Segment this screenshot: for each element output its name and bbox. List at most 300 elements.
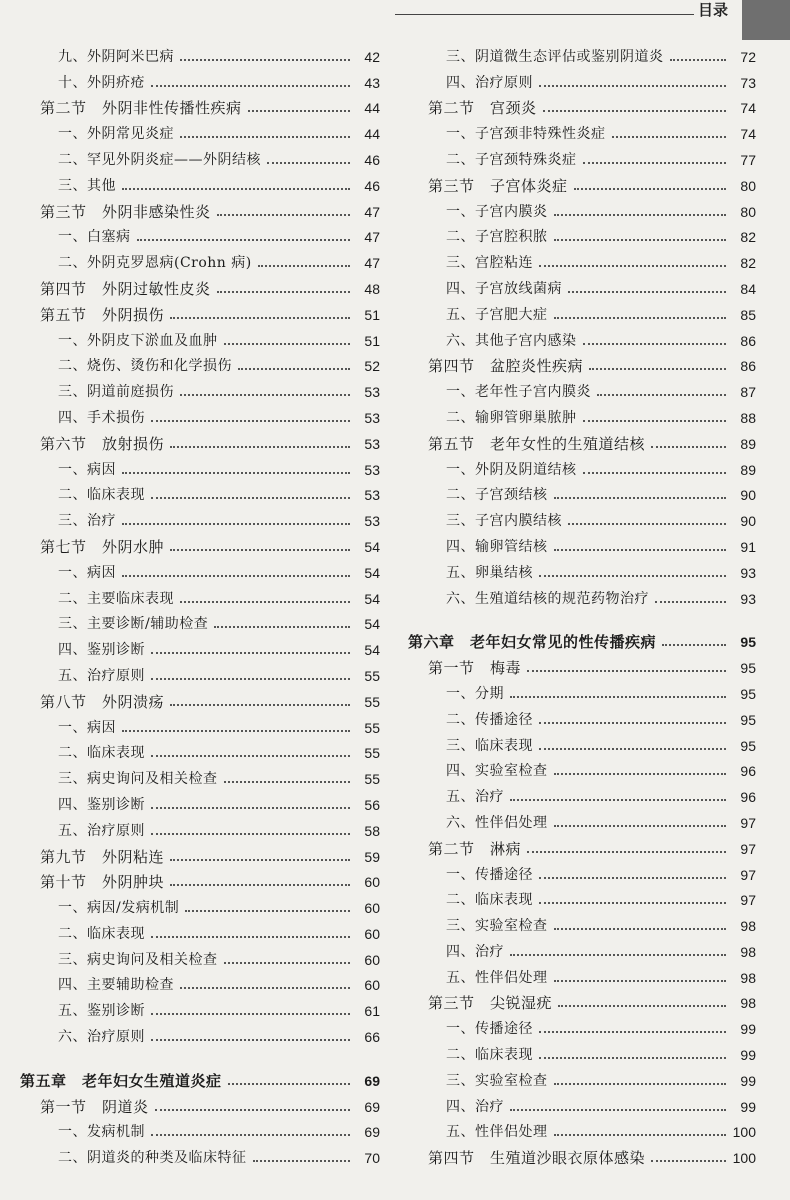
- toc-page-number: 54: [364, 590, 380, 607]
- toc-page-number: 69: [364, 1072, 380, 1089]
- dot-leader: [228, 1065, 350, 1085]
- toc-left-column: [20, 40, 380, 1167]
- toc-item-row: [408, 1012, 756, 1038]
- toc-page-number: 56: [364, 796, 380, 813]
- toc-entry-label: 一、外阴常见炎症: [58, 126, 174, 143]
- toc-item-row: [20, 633, 380, 659]
- toc-page-number: 86: [740, 358, 756, 375]
- toc-entry-label: 一、子宫颈非特殊性炎症: [446, 126, 606, 143]
- toc-item-row: [408, 66, 756, 92]
- toc-item-row: [408, 961, 756, 987]
- toc-section-row: [20, 427, 380, 453]
- dot-leader: [224, 763, 351, 783]
- dot-leader: [539, 247, 726, 267]
- dot-leader: [151, 789, 350, 809]
- toc-item-row: [408, 858, 756, 884]
- dot-leader: [151, 479, 350, 499]
- dot-leader: [510, 936, 726, 956]
- toc-page-number: 77: [740, 151, 756, 168]
- toc-item-row: [408, 935, 756, 961]
- toc-page-number: 100: [732, 1150, 756, 1167]
- toc-entry-label: 第三节 子宫体炎症: [428, 176, 568, 195]
- dot-leader: [539, 730, 726, 750]
- toc-entry-label: 三、病史询问及相关检查: [58, 771, 218, 788]
- toc-entry-label: 第九节 外阴粘连: [40, 847, 165, 866]
- toc-page-number: 98: [740, 918, 756, 935]
- toc-page-number: 95: [740, 737, 756, 754]
- toc-item-row: [20, 711, 380, 737]
- toc-page-number: 60: [364, 874, 380, 891]
- toc-entry-label: 第二节 淋病: [428, 839, 522, 858]
- toc-item-row: [20, 479, 380, 505]
- toc-item-row: [20, 994, 380, 1020]
- toc-entry-label: 三、临床表现: [446, 737, 533, 754]
- toc-section-row: [408, 427, 756, 453]
- toc-entry-label: 第四节 盆腔炎性疾病: [428, 357, 584, 376]
- dot-leader: [137, 221, 351, 241]
- toc-entry-label: 一、传播途径: [446, 866, 533, 883]
- toc-page-number: 87: [740, 384, 756, 401]
- toc-item-row: [408, 530, 756, 556]
- toc-entry-label: 一、分期: [446, 685, 504, 702]
- dot-leader: [224, 325, 351, 345]
- toc-page-number: 54: [364, 564, 380, 581]
- dot-leader: [122, 454, 350, 474]
- toc-section-row: [20, 685, 380, 711]
- dot-leader: [554, 1065, 727, 1085]
- dot-leader: [554, 962, 727, 982]
- dot-leader: [583, 144, 727, 164]
- dot-leader: [122, 170, 350, 190]
- toc-entry-label: 二、主要临床表现: [58, 590, 174, 607]
- toc-entry-label: 二、烧伤、烫伤和化学损伤: [58, 358, 232, 375]
- toc-entry-label: 五、子宫肥大症: [446, 306, 548, 323]
- dot-leader: [170, 866, 350, 886]
- toc-entry-label: 第三节 外阴非感染性炎: [40, 202, 211, 221]
- dot-leader: [258, 247, 350, 267]
- toc-item-row: [20, 788, 380, 814]
- toc-section-row: [20, 298, 380, 324]
- toc-page-number: 97: [740, 892, 756, 909]
- toc-page-number: 97: [740, 840, 756, 857]
- toc-section-row: [20, 92, 380, 118]
- dot-leader: [583, 402, 727, 422]
- toc-page-number: 60: [364, 977, 380, 994]
- toc-page-number: 54: [364, 616, 380, 633]
- dot-leader: [527, 833, 726, 853]
- toc-item-row: [20, 246, 380, 272]
- toc-right-column: [408, 40, 756, 1167]
- toc-page-number: 51: [364, 332, 380, 349]
- toc-page-number: 51: [364, 306, 380, 323]
- toc-page-number: 98: [740, 943, 756, 960]
- toc-page-number: 91: [740, 538, 756, 555]
- toc-page-number: 96: [740, 763, 756, 780]
- dot-leader: [510, 678, 726, 698]
- toc-page-number: 55: [364, 667, 380, 684]
- toc-entry-label: 一、外阴皮下淤血及血肿: [58, 332, 218, 349]
- toc-item-row: [408, 677, 756, 703]
- dot-leader: [539, 704, 726, 724]
- toc-section-row: [20, 840, 380, 866]
- toc-item-row: [408, 729, 756, 755]
- toc-entry-label: 三、阴道微生态评估或鉴别阴道炎: [446, 48, 664, 65]
- toc-entry-label: 一、外阴及阴道结核: [446, 461, 577, 478]
- toc-section-row: [20, 866, 380, 892]
- toc-item-row: [20, 117, 380, 143]
- toc-entry-label: 二、临床表现: [58, 925, 145, 942]
- toc-page-number: 53: [364, 409, 380, 426]
- toc-item-row: [408, 401, 756, 427]
- toc-item-row: [20, 737, 380, 763]
- dot-leader: [539, 884, 726, 904]
- toc-item-row: [408, 582, 756, 608]
- toc-item-row: [20, 1020, 380, 1046]
- toc-section-row: [408, 987, 756, 1013]
- toc-page-number: 54: [364, 538, 380, 555]
- toc-page-number: 90: [740, 487, 756, 504]
- dot-leader: [558, 987, 726, 1007]
- toc-entry-label: 五、治疗原则: [58, 822, 145, 839]
- toc-item-row: [20, 814, 380, 840]
- toc-page-number: 59: [364, 848, 380, 865]
- toc-section-row: [408, 651, 756, 677]
- toc-page-number: 46: [364, 151, 380, 168]
- toc-page-number: 66: [364, 1029, 380, 1046]
- toc-entry-label: 一、子宫内膜炎: [446, 203, 548, 220]
- toc-item-row: [20, 401, 380, 427]
- toc-page-number: 54: [364, 642, 380, 659]
- dot-leader: [554, 755, 727, 775]
- toc-item-row: [20, 40, 380, 66]
- dot-leader: [151, 995, 350, 1015]
- toc-page-number: 47: [364, 229, 380, 246]
- toc-page-number: 72: [740, 48, 756, 65]
- dot-leader: [554, 531, 727, 551]
- toc-page-number: 44: [364, 100, 380, 117]
- toc-entry-label: 三、治疗: [58, 513, 116, 530]
- toc-entry-label: 二、子宫腔积脓: [446, 229, 548, 246]
- toc-entry-label: 三、实验室检查: [446, 918, 548, 935]
- dot-leader: [170, 531, 350, 551]
- toc-entry-label: 二、传播途径: [446, 711, 533, 728]
- toc-item-row: [408, 1116, 756, 1142]
- toc-entry-label: 四、治疗原则: [446, 74, 533, 91]
- dot-leader: [248, 92, 350, 112]
- dot-leader: [574, 170, 726, 190]
- toc-page-number: 55: [364, 745, 380, 762]
- toc-page-number: 53: [364, 487, 380, 504]
- toc-entry-label: 九、外阴阿米巴病: [58, 48, 174, 65]
- toc-page-number: 55: [364, 693, 380, 710]
- toc-item-row: [408, 324, 756, 350]
- toc-page-number: 90: [740, 513, 756, 530]
- toc-entry-label: 四、子宫放线菌病: [446, 280, 562, 297]
- toc-entry-label: 三、阴道前庭损伤: [58, 384, 174, 401]
- dot-leader: [539, 1039, 726, 1059]
- toc-entry-label: 一、发病机制: [58, 1124, 145, 1141]
- toc-entry-label: 二、子宫颈特殊炎症: [446, 151, 577, 168]
- toc-page-number: 55: [364, 771, 380, 788]
- toc-page-number: 73: [740, 74, 756, 91]
- toc-item-row: [20, 943, 380, 969]
- toc-item-row: [408, 556, 756, 582]
- toc-section-row: [20, 272, 380, 298]
- dot-leader: [527, 652, 726, 672]
- dot-leader: [554, 910, 727, 930]
- toc-item-row: [408, 272, 756, 298]
- toc-page-number: 52: [364, 358, 380, 375]
- toc-item-row: [20, 659, 380, 685]
- toc-section-row: [408, 92, 756, 118]
- toc-entry-label: 六、治疗原则: [58, 1029, 145, 1046]
- dot-leader: [554, 221, 727, 241]
- toc-section-row: [20, 530, 380, 556]
- dot-leader: [267, 144, 350, 164]
- toc-entry-label: 第七节 外阴水肿: [40, 537, 165, 556]
- dot-leader: [151, 67, 350, 87]
- toc-page-number: 60: [364, 951, 380, 968]
- toc-page-number: 74: [740, 100, 756, 117]
- dot-leader: [180, 118, 350, 138]
- chapter-tab-marker: [742, 0, 790, 40]
- dot-leader: [568, 273, 726, 293]
- dot-leader: [151, 918, 350, 938]
- toc-page-number: 58: [364, 822, 380, 839]
- toc-item-row: [20, 324, 380, 350]
- toc-entry-label: 五、鉴别诊断: [58, 1003, 145, 1020]
- toc-page-number: 70: [364, 1150, 380, 1167]
- toc-item-row: [20, 221, 380, 247]
- toc-item-row: [20, 169, 380, 195]
- toc-page-number: 99: [740, 1047, 756, 1064]
- toc-page-number: 69: [364, 1124, 380, 1141]
- toc-entry-label: 二、临床表现: [446, 892, 533, 909]
- header-title: 目录: [694, 0, 744, 20]
- dot-leader: [554, 479, 727, 499]
- toc-item-row: [20, 504, 380, 530]
- toc-chapter-row: [408, 626, 756, 652]
- toc-entry-label: 第五节 老年女性的生殖道结核: [428, 434, 646, 453]
- toc-item-row: [408, 780, 756, 806]
- dot-leader: [539, 557, 726, 577]
- toc-entry-label: 第三节 尖锐湿疣: [428, 994, 553, 1013]
- toc-page-number: 48: [364, 280, 380, 297]
- toc-item-row: [20, 917, 380, 943]
- toc-page-number: 88: [740, 409, 756, 426]
- dot-leader: [583, 454, 727, 474]
- dot-leader: [554, 196, 727, 216]
- toc-entry-label: 四、鉴别诊断: [58, 796, 145, 813]
- toc-entry-label: 第五节 外阴损伤: [40, 305, 165, 324]
- toc-entry-label: 四、输卵管结核: [446, 538, 548, 555]
- toc-item-row: [408, 1038, 756, 1064]
- toc-page-number: 44: [364, 126, 380, 143]
- toc-entry-label: 第六节 放射损伤: [40, 434, 165, 453]
- toc-page-number: 93: [740, 590, 756, 607]
- dot-leader: [214, 608, 350, 628]
- toc-item-row: [408, 479, 756, 505]
- toc-item-row: [20, 66, 380, 92]
- toc-item-row: [20, 350, 380, 376]
- toc-chapter-row: [20, 1064, 380, 1090]
- toc-item-row: [408, 453, 756, 479]
- toc-entry-label: 第六章 老年妇女常见的性传播疾病: [408, 633, 657, 652]
- toc-entry-label: 二、外阴克罗恩病(Crohn 病): [58, 255, 252, 272]
- dot-leader: [543, 92, 726, 112]
- toc-entry-label: 三、宫腔粘连: [446, 255, 533, 272]
- dot-leader: [122, 712, 350, 732]
- dot-leader: [180, 583, 350, 603]
- toc-entry-label: 一、传播途径: [446, 1021, 533, 1038]
- dot-leader: [554, 807, 727, 827]
- dot-leader: [510, 781, 726, 801]
- dot-leader: [151, 737, 350, 757]
- dot-leader: [122, 557, 350, 577]
- dot-leader: [651, 428, 726, 448]
- toc-item-row: [20, 969, 380, 995]
- toc-item-row: [20, 556, 380, 582]
- toc-page-number: 97: [740, 866, 756, 883]
- toc-entry-label: 四、手术损伤: [58, 409, 145, 426]
- toc-page-number: 53: [364, 461, 380, 478]
- toc-entry-label: 一、病因: [58, 719, 116, 736]
- toc-item-row: [20, 608, 380, 634]
- toc-page-number: 42: [364, 48, 380, 65]
- toc-entry-label: 五、治疗原则: [58, 667, 145, 684]
- toc-item-row: [408, 117, 756, 143]
- toc-entry-label: 四、治疗: [446, 943, 504, 960]
- toc-item-row: [20, 891, 380, 917]
- dot-leader: [597, 376, 726, 396]
- dot-leader: [554, 1116, 727, 1136]
- toc-entry-label: 一、白塞病: [58, 229, 131, 246]
- toc-entry-label: 四、主要辅助检查: [58, 977, 174, 994]
- dot-leader: [539, 1013, 726, 1033]
- toc-item-row: [408, 143, 756, 169]
- dot-leader: [180, 376, 350, 396]
- toc-item-row: [408, 40, 756, 66]
- dot-leader: [554, 299, 727, 319]
- toc-entry-label: 一、病因/发病机制: [58, 900, 180, 917]
- toc-page-number: 53: [364, 513, 380, 530]
- toc-entry-label: 四、鉴别诊断: [58, 642, 145, 659]
- toc-entry-label: 三、实验室检查: [446, 1072, 548, 1089]
- toc-entry-label: 三、病史询问及相关检查: [58, 951, 218, 968]
- dot-leader: [122, 505, 350, 525]
- dot-leader: [583, 325, 727, 345]
- dot-leader: [662, 626, 726, 646]
- toc-item-row: [20, 762, 380, 788]
- dot-leader: [151, 815, 350, 835]
- toc-section-row: [20, 1090, 380, 1116]
- toc-entry-label: 三、主要诊断/辅助检查: [58, 616, 209, 633]
- toc-section-row: [408, 169, 756, 195]
- toc-page-number: 95: [740, 660, 756, 677]
- toc-page-number: 74: [740, 126, 756, 143]
- toc-entry-label: 第二节 外阴非性传播性疾病: [40, 99, 242, 118]
- toc-page-number: 98: [740, 995, 756, 1012]
- toc-item-row: [20, 582, 380, 608]
- dot-leader: [589, 350, 726, 370]
- dot-leader: [180, 41, 350, 61]
- toc-entry-label: 二、临床表现: [58, 487, 145, 504]
- toc-page-number: 69: [364, 1098, 380, 1115]
- toc-page-number: 60: [364, 900, 380, 917]
- toc-section-row: [20, 195, 380, 221]
- toc-entry-label: 五、性伴侣处理: [446, 1124, 548, 1141]
- toc-page-number: 86: [740, 332, 756, 349]
- dot-leader: [539, 859, 726, 879]
- toc-page-number: 96: [740, 789, 756, 806]
- dot-leader: [170, 686, 350, 706]
- dot-leader: [155, 1091, 350, 1111]
- dot-leader: [151, 1116, 350, 1136]
- dot-leader: [568, 505, 726, 525]
- dot-leader: [655, 583, 726, 603]
- toc-page-number: 99: [740, 1021, 756, 1038]
- dot-leader: [253, 1142, 351, 1162]
- toc-item-row: [408, 298, 756, 324]
- toc-entry-label: 二、临床表现: [58, 745, 145, 762]
- toc-page-number: 85: [740, 306, 756, 323]
- toc-entry-label: 二、罕见外阴炎症——外阴结核: [58, 151, 261, 168]
- toc-item-row: [408, 246, 756, 272]
- dot-leader: [217, 273, 350, 293]
- dot-leader: [170, 428, 350, 448]
- toc-page-number: 99: [740, 1072, 756, 1089]
- toc-page-number: 89: [740, 435, 756, 452]
- dot-leader: [670, 41, 727, 61]
- toc-entry-label: 三、其他: [58, 177, 116, 194]
- toc-entry-label: 第十节 外阴肿块: [40, 873, 165, 892]
- dot-leader: [612, 118, 727, 138]
- toc-item-row: [20, 1116, 380, 1142]
- dot-leader: [539, 67, 726, 87]
- toc-page-number: 82: [740, 255, 756, 272]
- dot-leader: [238, 350, 350, 370]
- toc-item-row: [408, 1090, 756, 1116]
- toc-entry-label: 六、生殖道结核的规范药物治疗: [446, 590, 649, 607]
- toc-item-row: [408, 375, 756, 401]
- toc-entry-label: 第一节 梅毒: [428, 659, 522, 678]
- toc-item-row: [20, 453, 380, 479]
- toc-item-row: [408, 806, 756, 832]
- header-rule: [395, 14, 695, 15]
- toc-page-number: 99: [740, 1098, 756, 1115]
- toc-page-number: 95: [740, 711, 756, 728]
- toc-page-number: 46: [364, 177, 380, 194]
- dot-leader: [151, 634, 350, 654]
- toc-entry-label: 十、外阴疥疮: [58, 74, 145, 91]
- toc-page-number: 61: [364, 1003, 380, 1020]
- toc-item-row: [408, 909, 756, 935]
- dot-leader: [217, 196, 350, 216]
- dot-leader: [224, 944, 351, 964]
- toc-page-number: 43: [364, 74, 380, 91]
- toc-page-number: 84: [740, 280, 756, 297]
- dot-leader: [185, 892, 350, 912]
- toc-page-number: 60: [364, 925, 380, 942]
- toc-item-row: [20, 1141, 380, 1167]
- toc-item-row: [20, 143, 380, 169]
- toc-page-number: 89: [740, 461, 756, 478]
- toc-entry-label: 六、其他子宫内感染: [446, 332, 577, 349]
- toc-item-row: [408, 1064, 756, 1090]
- toc-page-number: 80: [740, 203, 756, 220]
- toc-item-row: [408, 195, 756, 221]
- toc-page-number: 95: [740, 685, 756, 702]
